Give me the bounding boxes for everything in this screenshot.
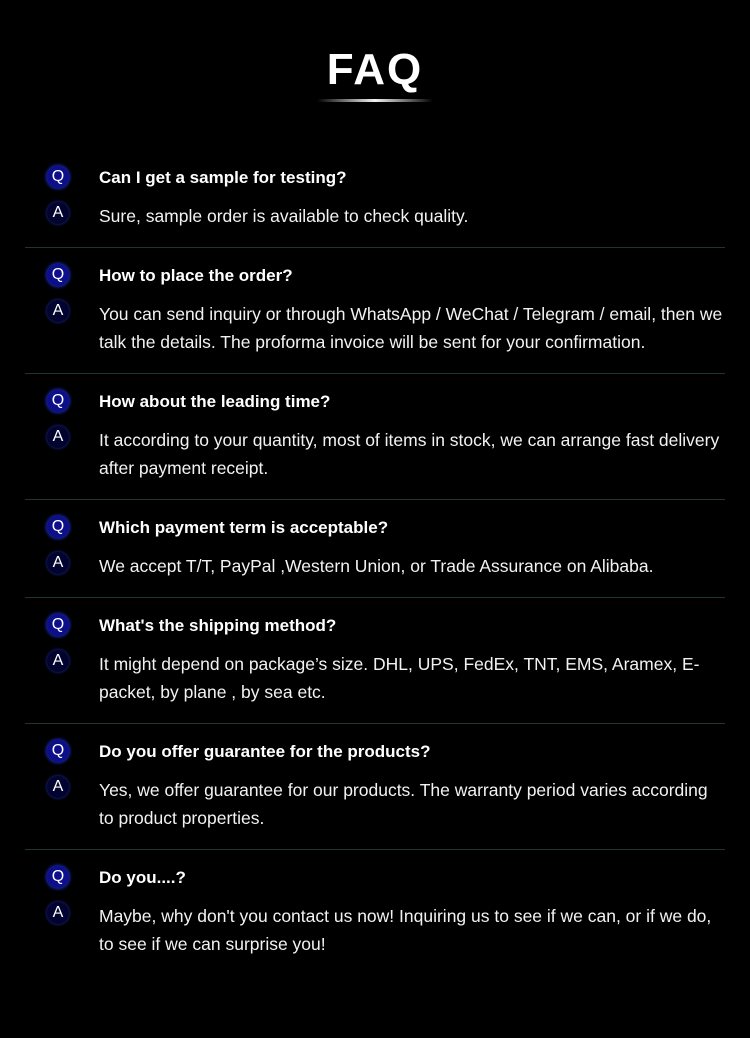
faq-item xyxy=(25,248,725,374)
question-badge-icon: Q xyxy=(47,516,69,538)
faq-answer-row xyxy=(25,300,725,356)
faq-answer-row xyxy=(25,426,725,482)
faq-answer: Yes, we offer guarantee for our products. The warranty period varies according to product properties. xyxy=(99,780,708,828)
faq-answer: You can send inquiry or through WhatsApp / WeChat / Telegram / email, then we talk the details. The proforma invoice will be sent for your confirmation. xyxy=(99,304,723,352)
faq-answer: It might depend on package’s size. DHL, UPS, FedEx, TNT, EMS, Aramex, E-packet, by plane , by sea etc. xyxy=(99,654,700,702)
faq-answer: Maybe, why don't you contact us now! Inquiring us to see if we can, or if we do, to see if we can surprise you! xyxy=(99,906,712,954)
faq-question-row xyxy=(25,262,725,290)
answer-badge-icon: A xyxy=(47,202,69,224)
answer-badge-icon: A xyxy=(47,426,69,448)
faq-question-row xyxy=(25,164,725,192)
faq-item xyxy=(25,850,725,975)
faq-item xyxy=(25,500,725,598)
faq-item xyxy=(25,598,725,724)
faq-question: How to place the order? xyxy=(99,266,293,285)
answer-badge-icon: A xyxy=(47,776,69,798)
faq-answer: It according to your quantity, most of items in stock, we can arrange fast delivery after payment receipt. xyxy=(99,430,720,478)
faq-question: How about the leading time? xyxy=(99,392,331,411)
question-badge-icon: Q xyxy=(47,740,69,762)
faq-answer-row xyxy=(25,552,725,580)
question-badge-icon: Q xyxy=(47,866,69,888)
faq-question-row xyxy=(25,612,725,640)
faq-item xyxy=(25,374,725,500)
faq-item xyxy=(25,724,725,850)
faq-question: Do you offer guarantee for the products? xyxy=(99,742,431,761)
faq-question-row xyxy=(25,388,725,416)
faq-answer-row xyxy=(25,650,725,706)
faq-question: Do you....? xyxy=(99,868,186,887)
faq-question-row xyxy=(25,514,725,542)
faq-item xyxy=(25,150,725,248)
faq-question-row xyxy=(25,738,725,766)
page-title: FAQ xyxy=(326,45,424,94)
faq-answer: Sure, sample order is available to check quality. xyxy=(99,206,469,226)
faq-question: Which payment term is acceptable? xyxy=(99,518,389,537)
faq-answer-row xyxy=(25,902,725,958)
answer-badge-icon: A xyxy=(47,300,69,322)
answer-badge-icon: A xyxy=(47,902,69,924)
faq-answer-row xyxy=(25,776,725,832)
faq-question: What's the shipping method? xyxy=(99,616,337,635)
question-badge-icon: Q xyxy=(47,166,69,188)
faq-list xyxy=(25,150,725,975)
answer-badge-icon: A xyxy=(47,650,69,672)
faq-answer: We accept T/T, PayPal ,Western Union, or Trade Assurance on Alibaba. xyxy=(99,556,654,576)
title-underline xyxy=(317,99,433,102)
faq-question-row xyxy=(25,864,725,892)
answer-badge-icon: A xyxy=(47,552,69,574)
page-header xyxy=(0,0,750,110)
question-badge-icon: Q xyxy=(47,264,69,286)
question-badge-icon: Q xyxy=(47,614,69,636)
faq-question: Can I get a sample for testing? xyxy=(99,168,347,187)
faq-answer-row xyxy=(25,202,725,230)
question-badge-icon: Q xyxy=(47,390,69,412)
